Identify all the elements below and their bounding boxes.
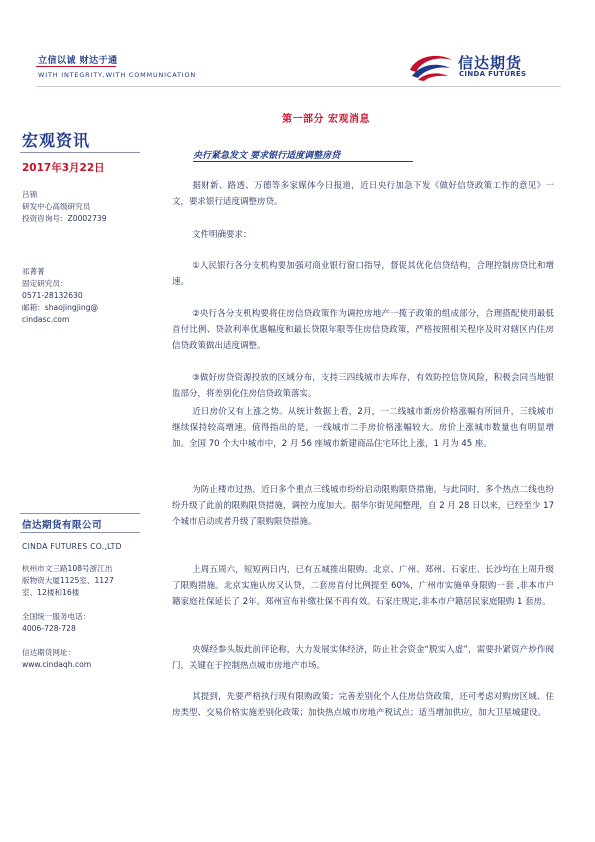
author-secondary-block: [22, 266, 147, 326]
article-paragraph: 央媒经参头版此前评论称，大力发展实体经济，防止社会资金“脱实入虚”，需要扑紧资产炒作阀门，关键在于控制热点城市房地产市场。: [172, 645, 554, 671]
company-divider-top: [20, 513, 140, 514]
section-heading: 第一部分 宏观消息: [282, 114, 370, 125]
author-name: 祁菁菁: [22, 267, 45, 276]
author-title: 研发中心高级研究员: [22, 202, 91, 211]
cinda-futures-logo: [408, 50, 568, 82]
author-phone: 0571-28132630: [22, 291, 83, 300]
spacer: [22, 635, 147, 647]
hotline-label: 全国统一服务电话：: [22, 612, 91, 621]
article-paragraph: 上周五周六，短短两日内，已有五城推出限购。北京、广州、郑州、石家庄、长沙均在上周升级了限购措施。北京实施认房又认贷，二套房首付比例提至 60%，广州市实施单身限购一套 ,非本市户籍家庭社保延长了 2年。郑州宣布补缴社保不再有效。石家庄规定,非本市户籍居民家庭限购 1 套房。: [172, 565, 554, 607]
company-divider-bottom: [20, 532, 140, 533]
author-email-line1: 邮箱：shaojingjing@: [22, 303, 99, 312]
cinda-logo-icon: [408, 50, 454, 82]
author-email-line2: cindasc.com: [22, 315, 70, 324]
hotline-number: 4006-728-728: [22, 624, 76, 633]
address-line: 杭州市文三路108号浙江出: [22, 564, 113, 573]
address-line: 版物资大厦1125室、1127: [22, 576, 114, 585]
address-line: 室、12楼和16楼: [22, 588, 80, 597]
report-category-title: 宏观资讯: [22, 131, 91, 150]
website-url[interactable]: www.cindaqh.com: [22, 660, 92, 669]
article-paragraph: ②央行各分支机构要将住房信贷政策作为调控房地产一揽子政策的组成部分，合理搭配使用最低首付比例、贷款利率优惠幅度和最长贷限年限等住房信贷政策，严格按照相关程序及时对辖区内住房信贷政策做出适度调整。: [172, 309, 554, 351]
article-paragraph: 近日房价又有上涨之势。从统计数据上看，2月，一二线城市新房价格涨幅有所回升，三线城市继续保持较高增速。值得指出的是，一线城市二手房价格涨幅较大。房价上涨城市数量也有明显增加。全国 70 个大中城市中，2 月 56 座城市新建商品住宅环比上涨，1 月为 45 座。: [172, 407, 554, 449]
sidebar-divider: [20, 152, 140, 153]
logo-text-english: CINDA FUTURES: [459, 70, 527, 78]
report-date: 2017年3月22日: [22, 162, 105, 174]
logo-text-chinese: 信达期货: [458, 54, 523, 72]
article-title: 央行紧急发文 要求银行适度调整房贷: [193, 151, 341, 161]
header-divider: [36, 86, 561, 87]
author-primary-block: [22, 189, 147, 225]
slogan-underline: [36, 66, 116, 67]
article-paragraph: 文件明确要求：: [192, 230, 252, 240]
author-title: 固定研究员：: [22, 279, 68, 288]
article-paragraph: 为防止楼市过热，近日多个重点三线城市纷纷启动限购限贷措施，与此同时，多个热点二线也纷纷升级了此前的限购限贷措施，调控力度加大。据华尔街见闻整理，自 2 月 28 日以来，已经至少 17 个城市启动或者升级了限购限贷措施。: [172, 485, 554, 527]
article-paragraph: ①人民银行各分支机构要加强对商业银行窗口指导，督促其优化信贷结构，合理控制房贷比和增速。: [172, 261, 554, 287]
author-license: 投资咨询号：Z0002739: [22, 214, 107, 223]
company-name-english: CINDA FUTURES CO.,LTD: [22, 542, 122, 551]
article-title-underline: [193, 161, 413, 162]
author-name: 吕锦: [22, 190, 38, 199]
slogan-chinese: 立信以诚 财达于通: [38, 56, 118, 66]
spacer: [22, 599, 147, 611]
company-contact-block: [22, 563, 147, 671]
article-paragraph: 据财新、路透、万德等多家媒体今日报道，近日央行加急下发《做好信贷政策工作的意见》一文，要求银行适度调整房贷。: [172, 181, 554, 207]
article-paragraph: 其提到，先要严格执行现有限购政策；完善差别化个人住房信贷政策，还可考虑对购房区域、住房类型、交易价格实施差别化政策；加快热点城市房地产税试点；适当增加供应，加大卫星城建设。: [172, 692, 554, 718]
company-name-chinese: 信达期货有限公司: [22, 520, 103, 531]
article-paragraph: ③做好房贷资源投放的区域分布，支持三四线城市去库存，有效防控信贷风险，积极会同当地银监部分，将差别化住房信贷政策落实。: [172, 373, 554, 399]
slogan-english: WITH INTEGRITY,WITH COMMUNICATION: [38, 71, 197, 79]
website-label: 信达期货网址：: [22, 648, 76, 657]
